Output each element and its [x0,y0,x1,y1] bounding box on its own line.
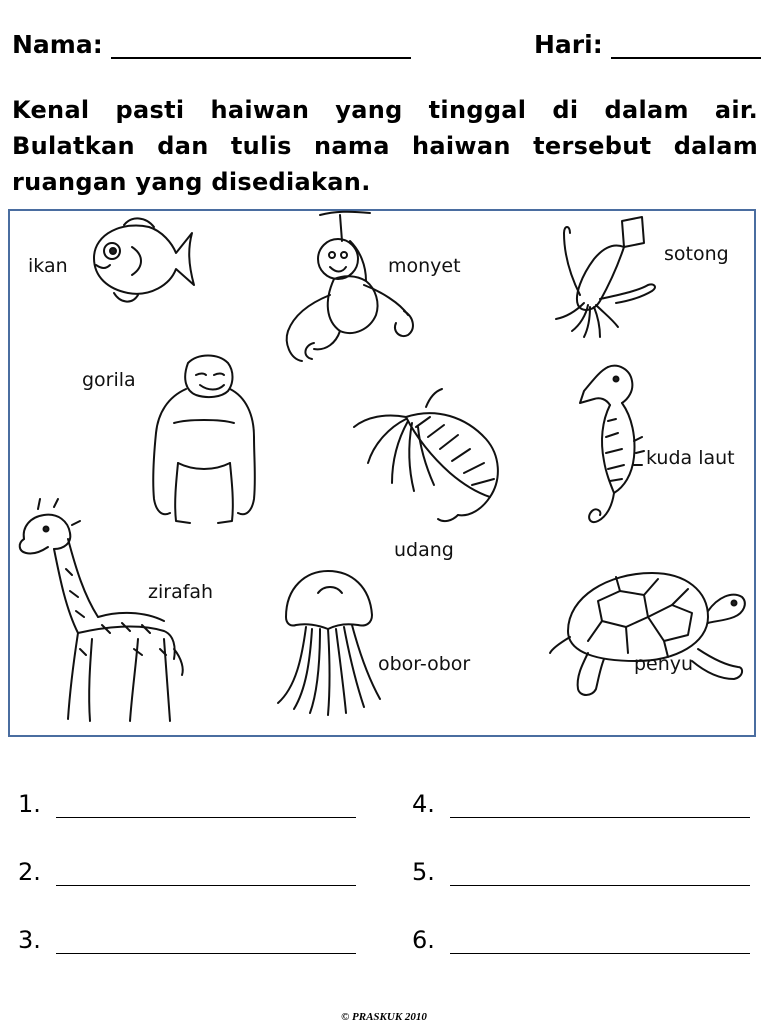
answer-input-line[interactable] [450,859,750,886]
instructions: Kenal pasti haiwan yang tinggal di dalam air. Bulatkan dan tulis nama haiwan tersebut dalam ruangan yang disediakan. [12,96,758,196]
answer-row-2 [18,858,356,886]
fish-icon[interactable] [84,213,204,308]
jellyfish-icon[interactable] [266,567,386,717]
label-kuda-laut: kuda laut [646,447,735,469]
label-monyet: monyet [388,255,461,277]
giraffe-icon[interactable] [14,499,194,729]
answer-input-line[interactable] [56,859,356,886]
answer-number: 3. [18,926,41,954]
header-row [12,30,758,66]
shrimp-icon[interactable] [346,387,506,527]
label-gorila: gorila [82,369,136,391]
label-ikan: ikan [28,255,68,277]
answer-row-1 [18,790,356,818]
label-penyu: penyu [634,653,694,675]
name-field [12,30,411,59]
answer-input-line[interactable] [450,791,750,818]
answer-row-4 [412,790,750,818]
answer-row-6 [412,926,750,954]
day-input-line[interactable] [611,31,761,59]
monkey-icon[interactable] [280,211,430,371]
name-label: Nama: [12,30,103,59]
label-zirafah: zirafah [148,581,214,603]
answer-number: 1. [18,790,41,818]
answer-row-3 [18,926,356,954]
answer-number: 6. [412,926,435,954]
answer-input-line[interactable] [56,791,356,818]
label-sotong: sotong [664,243,729,265]
answer-row-5 [412,858,750,886]
day-field [534,30,761,59]
day-label: Hari: [534,30,603,59]
answer-number: 5. [412,858,435,886]
answer-input-line[interactable] [56,927,356,954]
answer-number: 4. [412,790,435,818]
answer-number: 2. [18,858,41,886]
turtle-icon[interactable] [548,561,748,711]
answer-input-line[interactable] [450,927,750,954]
name-input-line[interactable] [111,31,411,59]
animal-picture-box [8,209,756,737]
label-obor-obor: obor-obor [378,653,471,675]
label-udang: udang [394,539,454,561]
squid-icon[interactable] [538,215,668,345]
copyright-footer: © PRASKUK 2010 [341,1011,427,1023]
